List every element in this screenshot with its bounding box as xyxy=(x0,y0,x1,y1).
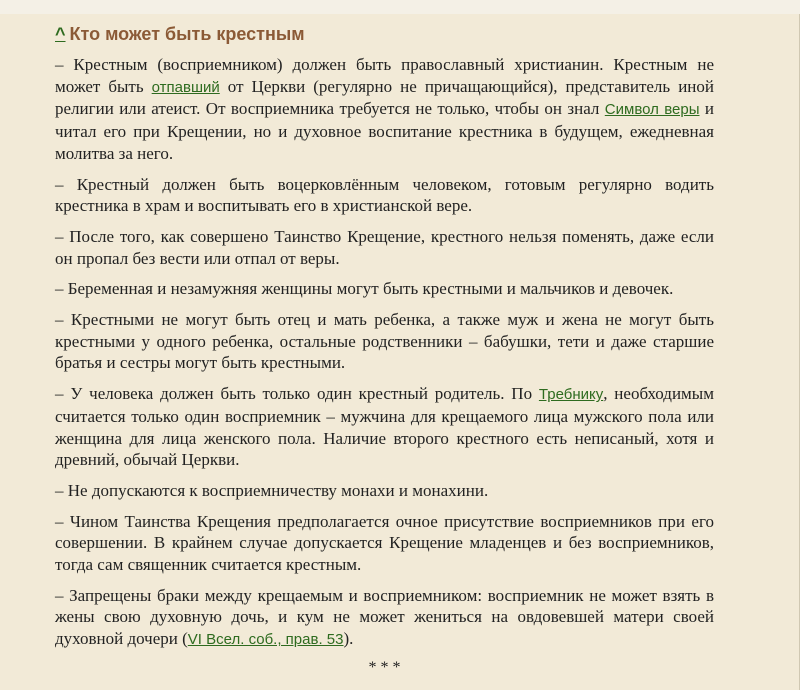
paragraph-5: – Крестными не могут быть отец и мать ребенка, а также муж и жена не могут быть крестными у одного ребенка, остальные родственники – бабушки, тети и даже старшие братья и сестры могут быть крестными. xyxy=(55,310,714,373)
paragraph-6 xyxy=(55,383,714,471)
paragraph-3: – После того, как совершено Таинство Крещение, крестного нельзя поменять, даже если он пропал без вести или отпал от веры. xyxy=(55,226,714,268)
section-heading xyxy=(55,22,714,46)
paragraph-9-text-b: ). xyxy=(343,629,354,649)
paragraph-9-text-a: – Запрещены браки между крещаемым и восприемником: восприемник не может взять в жены свою духовную дочь, и кум не может жениться на овдовевшей матери своей духовной дочери ( xyxy=(55,585,714,649)
paragraph-2: – Крестный должен быть воцерковлённым человеком, готовым регулярно водить крестника в храм и воспитывать его в христианской вере. xyxy=(55,174,714,216)
browser-top-strip xyxy=(0,0,800,15)
paragraph-7: – Не допускаются к восприемничеству монахи и монахини. xyxy=(55,480,489,500)
paragraph-6-text-a: – У человека должен быть только один крестный родитель. По xyxy=(55,384,539,404)
paragraph-8: – Чином Таинства Крещения предполагается очное присутствие восприемников при его совершении. В крайнем случае допускается Крещение младенцев и без восприемников, тогда сам священник считается крестным. xyxy=(55,511,714,575)
back-to-top-link[interactable]: ^ xyxy=(55,24,66,44)
otpavshiy-link[interactable]: отпавший xyxy=(151,78,220,96)
article-page xyxy=(0,14,800,690)
council-canon-link[interactable]: VI Всел. соб., прав. 53 xyxy=(187,631,344,649)
paragraph-1-text-c: и читал его при Крещении, но и духовное воспитание крестника в будущем, ежедневная молитва за него. xyxy=(55,99,714,163)
paragraph-1-text-a: – Крестным (восприемником) должен быть православный христианин. Крестным не может быть xyxy=(55,55,714,96)
paragraph-1-text-b: от Церкви (регулярно не причащающийся), представитель иной религии или атеист. От восприемника требуется не только, чтобы он знал xyxy=(55,76,714,119)
symbol-of-faith-link[interactable]: Символ веры xyxy=(604,101,700,119)
paragraph-1 xyxy=(55,54,714,165)
section-title-text: Кто может быть крестным xyxy=(69,24,305,44)
paragraph-9 xyxy=(55,585,714,651)
trebnik-link[interactable]: Требнику xyxy=(538,386,604,404)
section-separator: * * * xyxy=(368,658,401,676)
paragraph-6-text-b: , необходимым считается только один восприемник – мужчина для крещаемого лица мужского пола или женщина для лица женского пола. Наличие второго крестного есть неписаный, хотя и древний, обычай Церкви. xyxy=(55,384,714,470)
paragraph-4: – Беременная и незамужняя женщины могут быть крестными и мальчиков и девочек. xyxy=(55,279,674,299)
article-content xyxy=(55,22,714,676)
